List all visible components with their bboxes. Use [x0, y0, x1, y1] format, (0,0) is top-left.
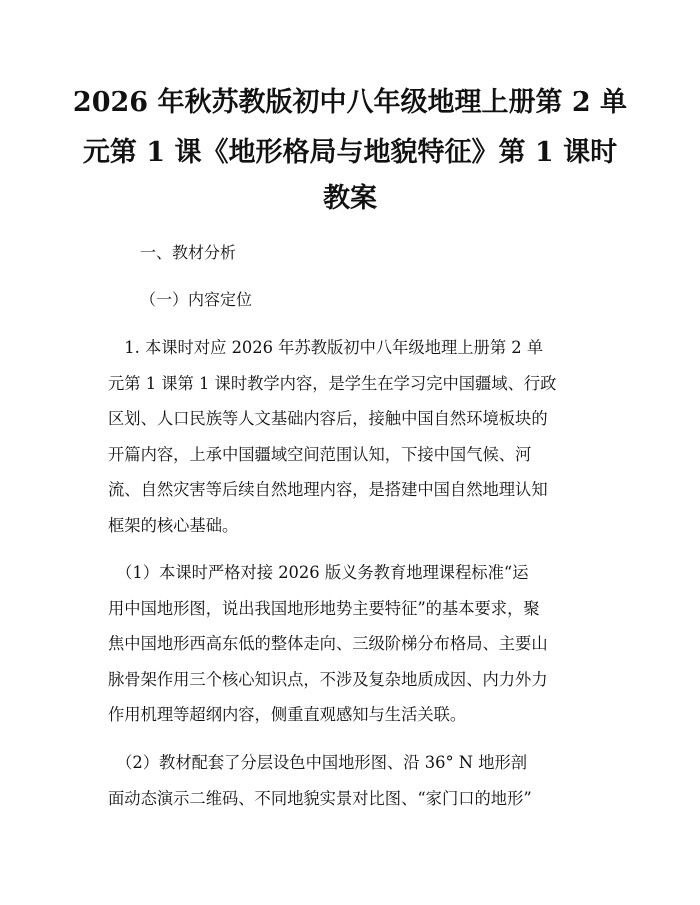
- paragraph-line: 作用机理等超纲内容，侧重直观感知与生活关联。: [108, 705, 467, 724]
- paragraph-line: 用中国地形图，说出我国地形地势主要特征”的基本要求，聚: [108, 598, 540, 618]
- paragraph-line: 开篇内容，上承中国疆域空间范围认知，下接中国气候、河: [108, 444, 532, 464]
- paragraph-teaching-materials: [108, 745, 613, 816]
- paragraph-line: （1）本课时严格对接 2026 版义务教育地理课程标准“运: [108, 563, 529, 582]
- paragraph-line: 框架的核心基础。: [108, 515, 239, 535]
- subsection-heading: （一）内容定位: [140, 290, 253, 309]
- document-title-line-3: 教案: [323, 183, 377, 214]
- paragraph-curriculum-standard: [108, 555, 613, 733]
- paragraph-line: 元第 1 课第 1 课时教学内容，是学生在学习完中国疆域、行政: [108, 373, 557, 393]
- paragraph-line: 面动态演示二维码、不同地貌实景对比图、“家门口的地形”: [108, 788, 532, 808]
- paragraph-content-positioning: [108, 330, 613, 543]
- paragraph-line: 区划、人口民族等人文基础内容后，接触中国自然环境板块的: [108, 409, 548, 428]
- paragraph-line: 焦中国地形西高东低的整体走向、三级阶梯分布格局、主要山: [108, 634, 548, 653]
- paragraph-line: 流、自然灾害等后续自然地理内容，是搭建中国自然地理认知: [108, 480, 548, 499]
- paragraph-line: （2）教材配套了分层设色中国地形图、沿 36° N 地形剖: [108, 753, 528, 772]
- section-heading: 一、教材分析: [140, 243, 237, 262]
- document-title-line-1: 2026 年秋苏教版初中八年级地理上册第 2 单: [72, 87, 628, 118]
- paragraph-line: 脉骨架作用三个核心知识点，不涉及复杂地质成因、内力外力: [108, 669, 548, 689]
- document-title-line-2: 元第 1 课《地形格局与地貌特征》第 1 课时: [82, 137, 618, 168]
- paragraph-line: 1. 本课时对应 2026 年苏教版初中八年级地理上册第 2 单: [108, 338, 544, 357]
